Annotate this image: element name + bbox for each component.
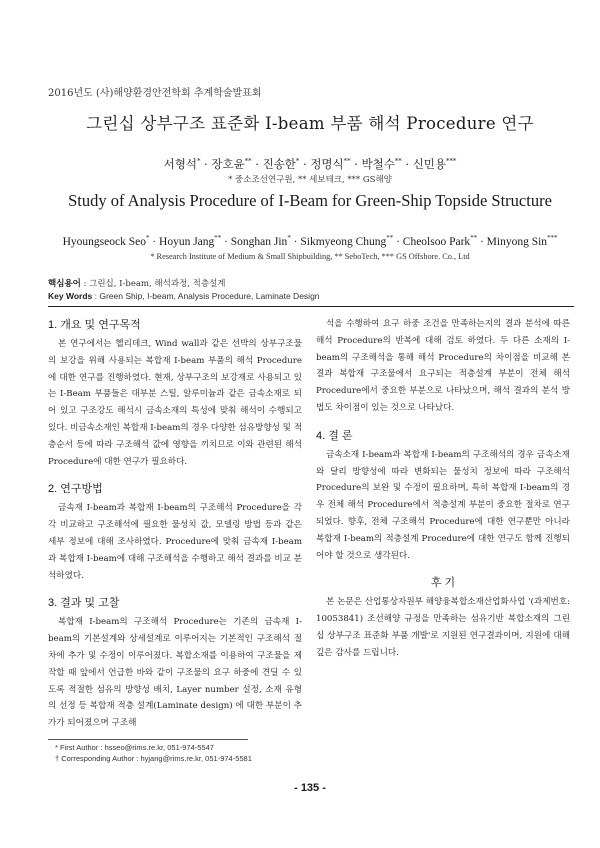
section-paragraph: 복합재 I-beam의 구조해석 Procedure는 기존의 금속재 I-beam의 기본설계와 상세설계로 이루어지는 기본적인 구조해석 절차에 추가 및 수정이 이루어졌다. 복합소재를 이용하여 구조물을 제작할 때 앞에서 언급한 바와 같이 구조물의 요구 하중에 견딜 수 있도록 적절한 섬유의 방향성 배치, Layer number 설정, 소재 유형의 선정 등 복합재 적층 설계(Laminate design) 에 대한 부분이 추가가 되어졌으며 구조해 <box>48 617 302 729</box>
footnote-corresponding-author: † Corresponding Author : hyjang@rims.re.kr, 051-974-5581 <box>55 754 252 763</box>
author-separator: · <box>299 157 311 171</box>
keywords-english-text: : Green Ship, I-beam, Analysis Procedure, Laminate Design <box>94 291 320 301</box>
keywords-english-label: Key Words <box>48 291 93 301</box>
author-name: Songhan Jin <box>230 236 288 248</box>
author-mark: * <box>145 235 150 243</box>
section-paragraph: 금속재 I-beam과 복합재 I-beam의 구조해석 Procedure을 각각 비교하고 구조해석에 필요한 물성치 값, 모델링 방법 등과 같은 세부 정보에 대해 조사하였다. Procedure에 맞춰 금속재 I-beam과 복합재 I-beam에 대해 구조해석을 수행하고 해석 결과를 비교 분석하였다. <box>48 503 302 581</box>
title-korean: 그린십 상부구조 표준화 I-beam 부품 해석 Procedure 연구 <box>86 114 534 133</box>
footnote-divider <box>48 739 248 740</box>
title-english: Study of Analysis Procedure of I-Beam for Green-Ship Topside Structure <box>68 191 552 210</box>
author-name: 신민용 <box>412 157 447 171</box>
author-name: 정명식 <box>310 157 344 171</box>
keywords-korean <box>48 277 226 289</box>
author-mark: * <box>287 235 291 243</box>
author-separator: · <box>290 236 301 248</box>
conference-header: 2016년도 (사)해양환경안전학회 추계학술발표회 <box>48 88 262 99</box>
author-separator: · <box>350 157 362 171</box>
keywords-korean-text: : 그린십, I-beam, 해석과정, 적층설계 <box>83 279 226 289</box>
author-mark: ** <box>343 157 351 166</box>
section-heading: 4. 결 론 <box>316 429 353 442</box>
author-name: Hoyun Jang <box>159 236 215 248</box>
header-divider <box>48 306 574 307</box>
page-number: - 135 - <box>294 782 326 794</box>
section-paragraph: 석을 수행하여 요구 하중 조건을 만족하는지의 결과 분석에 따른 해석 Procedure의 반복에 대해 검토 하였다. 두 다른 소재의 I-beam의 구조해석을 통해 해석 Procedure의 차이점을 비교해 본 결과 복합재 구조물에서 요구되는 적층설계 부분이 전체 해석 Procedure에서 중요한 부분으로 나타났으며, 해석 결과의 분석 방법도 차이점이 있는 것으로 나타났다. <box>316 319 570 413</box>
author-name: 박철수 <box>361 157 395 171</box>
left-column <box>48 316 302 732</box>
authors-english <box>10 236 600 248</box>
author-mark: * <box>196 157 201 166</box>
author-separator: · <box>393 236 403 248</box>
author-separator: · <box>149 236 160 248</box>
author-separator: · <box>251 157 263 171</box>
section-heading: 3. 결과 및 고찰 <box>48 597 120 610</box>
section-paragraph: 본 논문은 산업통상자원부 해양융복합소재산업화사업 '(과제번호: 10053841) 조선해양 규정을 만족하는 섬유기반 복합소재의 그린십 상부구조 표준화 부품 개발'로 지원된 연구결과이며, 지원에 대해 깊은 감사를 드립니다. <box>316 597 570 658</box>
author-name: Sikmyeong Chung <box>300 236 387 248</box>
author-mark: ** <box>394 157 402 166</box>
author-mark: * <box>295 157 300 166</box>
author-name: 장호윤 <box>211 157 245 171</box>
keywords-korean-label: 핵심용어 <box>48 279 81 289</box>
section-paragraph: 금속소재 I-beam과 복합재 I-beam의 구조해석의 경우 금속소재와 달리 방향성에 따라 변화되는 물성치 정보에 따라 구조해석 Procedure의 보완 및 수정이 필요하며, 특히 복합재 I-beam의 경우 전체 해석 Procedure에서 적층설계 부분이 중요한 절차로 연구되었다. 향후, 전체 구조해석 Procedure에 대한 연구뿐만 아니라 복합재 I-beam의 적층설계 Procedure에 대한 연구도 함께 진행되어야 할 것으로 생각된다. <box>316 449 570 561</box>
author-mark: *** <box>547 235 558 243</box>
keywords-english <box>48 291 320 301</box>
author-separator: · <box>221 236 231 248</box>
author-mark: *** <box>446 157 457 166</box>
author-mark: ** <box>214 235 222 243</box>
section-heading: 1. 개요 및 연구목적 <box>48 319 141 331</box>
author-name: 진송한 <box>262 157 296 171</box>
author-separator: · <box>401 157 413 171</box>
author-name: Cheolsoo Park <box>402 236 471 248</box>
affiliation-korean: * 중소조선연구원, ** 세보테크, *** GS해양 <box>228 175 392 185</box>
author-separator: · <box>200 157 212 171</box>
author-separator: · <box>477 236 487 248</box>
page <box>10 10 590 838</box>
section-paragraph: 본 연구에서는 헬리데크, Wind wall과 같은 선박의 상부구조물의 보강을 위해 사용되는 복합재 I-beam 부품의 해석 Procedure에 대한 연구를 진행하였다. 현재, 상부구조의 보강재로 사용되고 있는 I-Beam 부품들은 대부분 스틸, 알루미늄과 같은 금속소재로 되어 있고 구조강도 해석시 금속소재의 특성에 맞춰 해석이 수행되고 있다. 비금속소재인 복합재 I-beam의 경우 다양한 섬유방향성 및 적층순서 등에 따라 구조해석 값에 영향을 끼치므로 이와 관련된 해석 Procedure에 대한 연구가 필요하다. <box>48 339 302 467</box>
author-name: Minyong Sin <box>486 236 548 248</box>
footnote-first-author: * First Author : hsseo@rims.re.kr, 051-974-5547 <box>55 743 214 752</box>
author-mark: ** <box>470 235 478 243</box>
author-mark: ** <box>244 157 252 166</box>
affiliation-english: * Research Institute of Medium & Small Shipbuilding, ** SeboTech, *** GS Offshore. Co., Ltd <box>150 252 470 261</box>
author-name: Hyoungseock Seo <box>62 236 146 248</box>
authors-korean <box>10 156 600 172</box>
section-heading: 2. 연구방법 <box>48 483 103 496</box>
author-mark: ** <box>386 235 394 243</box>
right-column <box>316 316 570 662</box>
section-heading: 후 기 <box>430 577 456 590</box>
author-name: 서형석 <box>163 157 197 171</box>
